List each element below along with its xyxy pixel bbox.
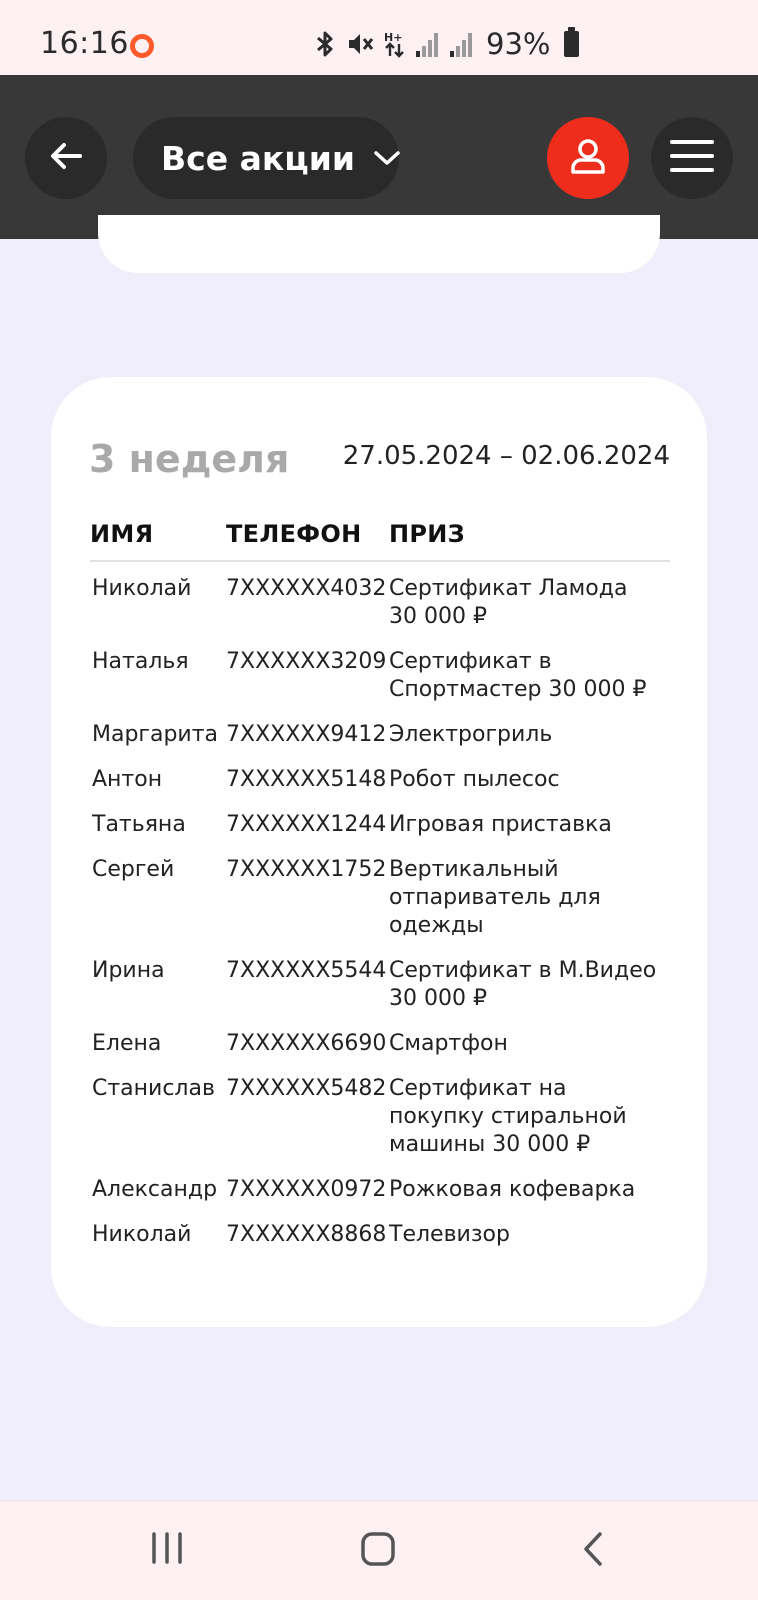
column-header-name: ИМЯ [90,520,154,548]
status-icons [314,28,579,60]
table-row [92,1176,672,1204]
notification-dot-icon [130,34,154,58]
table-row [92,648,672,704]
winner-prize: Электрогриль [389,722,553,747]
column-header-prize: ПРИЗ [389,520,466,548]
mute-icon [346,30,374,58]
winner-phone: 7XXXXXX6690 [226,1031,387,1056]
winner-phone: 7XXXXXX5148 [226,767,387,792]
promotions-dropdown[interactable] [133,117,399,199]
winner-prize: Смартфон [389,1031,508,1056]
winner-prize: Вертикальный отпариватель для одежды [389,857,601,938]
winner-phone: 7XXXXXX0972 [226,1177,387,1202]
user-icon [568,136,608,180]
winner-name: Маргарита [92,722,219,747]
battery-icon [564,31,579,57]
winner-phone: 7XXXXXX8868 [226,1222,387,1247]
table-row [92,1075,672,1159]
previous-week-card [98,215,660,273]
signal-icon [416,31,440,57]
table-row [92,856,672,940]
table-row [92,575,672,631]
week-winners-card [51,377,707,1327]
nav-back-icon [580,1531,606,1571]
winner-phone: 7XXXXXX4032 [226,576,387,601]
bluetooth-icon [314,30,336,58]
winner-phone: 7XXXXXX5482 [226,1076,387,1101]
winner-name: Николай [92,1222,192,1247]
menu-button[interactable] [651,117,733,199]
promotions-dropdown-label: Все акции [161,138,355,178]
winners-table-header [90,512,670,562]
winner-prize: Сертификат на покупку стиральной машины 30 000 ₽ [389,1076,627,1157]
winner-phone: 7XXXXXX9412 [226,722,387,747]
winner-phone: 7XXXXXX5544 [226,958,387,983]
profile-button[interactable] [547,117,629,199]
table-row [92,721,672,749]
winner-name: Станислав [92,1076,215,1101]
recents-icon [150,1531,184,1569]
home-icon [360,1531,396,1571]
table-row [92,957,672,1013]
winner-phone: 7XXXXXX1752 [226,857,387,882]
winner-prize: Сертификат в М.Видео 30 000 ₽ [389,958,657,1011]
status-bar [0,0,758,75]
chevron-down-icon [373,148,401,168]
winner-prize: Сертификат в Спортмастер 30 000 ₽ [389,649,647,702]
status-time: 16:16 [40,26,129,61]
data-icon [384,30,406,58]
winner-name: Антон [92,767,163,792]
hamburger-menu-icon [670,139,714,177]
winners-table-body [92,575,672,1266]
winner-prize: Робот пылесос [389,767,560,792]
winner-name: Татьяна [92,812,186,837]
week-title: 3 неделя [89,437,290,481]
winner-name: Николай [92,576,192,601]
recents-button[interactable] [150,1531,184,1569]
nav-back-button[interactable] [580,1531,606,1571]
back-arrow-icon [48,138,84,178]
winner-prize: Игровая приставка [389,812,612,837]
system-navigation-bar [0,1500,758,1600]
winner-name: Елена [92,1031,162,1056]
winner-phone: 7XXXXXX1244 [226,812,387,837]
winner-name: Сергей [92,857,175,882]
battery-percent: 93% [486,27,551,61]
home-button[interactable] [360,1531,396,1571]
winner-name: Александр [92,1177,218,1202]
winner-prize: Сертификат Ламода 30 000 ₽ [389,576,628,629]
table-row [92,1030,672,1058]
winner-name: Наталья [92,649,189,674]
table-row [92,766,672,794]
winner-prize: Рожковая кофеварка [389,1177,636,1202]
back-button[interactable] [25,117,107,199]
winner-phone: 7XXXXXX3209 [226,649,387,674]
column-header-phone: ТЕЛЕФОН [226,520,362,548]
signal-icon [450,31,474,57]
svg-text:H+: H+ [384,31,403,44]
week-dates: 27.05.2024 – 02.06.2024 [342,441,670,471]
table-row [92,811,672,839]
table-row [92,1221,672,1249]
winner-name: Ирина [92,958,165,983]
winner-prize: Телевизор [389,1222,510,1247]
